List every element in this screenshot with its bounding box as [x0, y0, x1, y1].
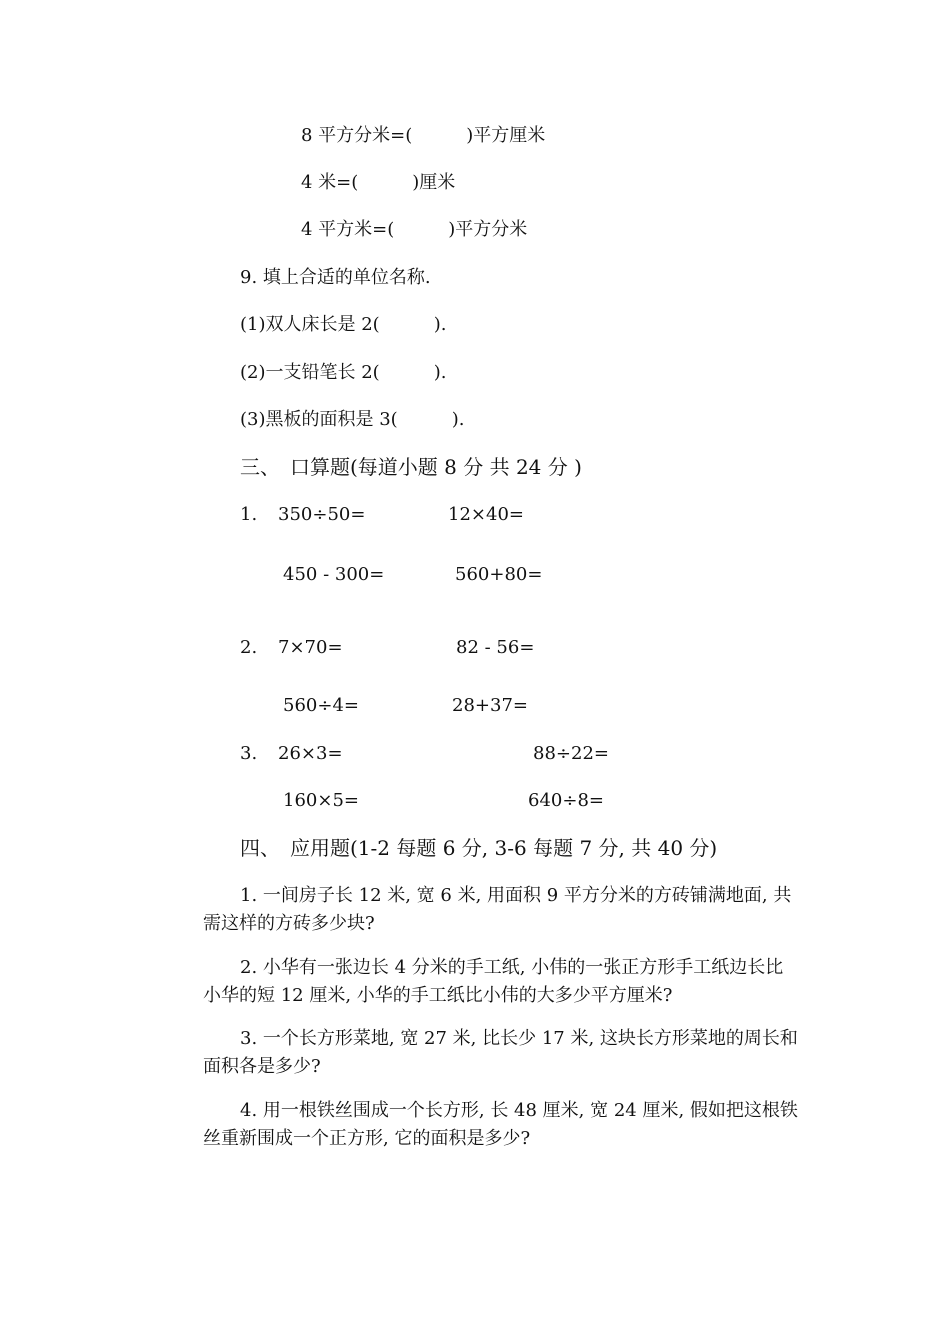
word-problem-4: 4. 用一根铁丝围成一个长方形, 长 48 厘米, 宽 24 厘米, 假如把这根铁丝重新围成一个正方形, 它的面积是多少? [203, 1100, 798, 1149]
mental-math-expression: 12×40= [448, 504, 524, 525]
question-9-title: 9. 填上合适的单位名称. [240, 267, 431, 288]
mental-math-expression: 560÷4= [283, 695, 359, 716]
mental-math-expression: 160×5= [283, 790, 359, 811]
section-4-heading: 四、 应用题(1-2 每题 6 分, 3-6 每题 7 分, 共 40 分) [240, 836, 718, 860]
conversion-line-3: 4 平方米=( )平方分米 [301, 219, 528, 240]
word-problem-1: 1. 一间房子长 12 米, 宽 6 米, 用面积 9 平方分米的方砖铺满地面, 共需这样的方砖多少块? [203, 885, 792, 934]
question-9-item-2: (2)一支铅笔长 2( ). [240, 362, 447, 383]
word-problem-3: 3. 一个长方形菜地, 宽 27 米, 比长少 17 米, 这块长方形菜地的周长和面积各是多少? [203, 1028, 798, 1077]
mental-math-expression: 450 - 300= [283, 564, 385, 585]
mental-math-expression: 640÷8= [528, 790, 604, 811]
conversion-line-2: 4 米=( )厘米 [301, 172, 456, 193]
section-3-heading: 三、 口算题(每道小题 8 分 共 24 分 ) [240, 455, 582, 479]
mental-math-group-number: 2. [240, 637, 258, 658]
mental-math-group-number: 1. [240, 504, 258, 525]
mental-math-expression: 82 - 56= [456, 637, 535, 658]
question-9-item-1: (1)双人床长是 2( ). [240, 314, 447, 335]
conversion-line-1: 8 平方分米=( )平方厘米 [301, 125, 546, 146]
mental-math-group-number: 3. [240, 743, 258, 764]
mental-math-expression: 88÷22= [533, 743, 609, 764]
word-problem-2: 2. 小华有一张边长 4 分米的手工纸, 小伟的一张正方形手工纸边长比小华的短 12 厘米, 小华的手工纸比小伟的大多少平方厘米? [203, 957, 784, 1006]
question-9-item-3: (3)黑板的面积是 3( ). [240, 409, 465, 430]
mental-math-expression: 28+37= [452, 695, 528, 716]
mental-math-expression: 26×3= [278, 743, 343, 764]
mental-math-expression: 7×70= [278, 637, 343, 658]
mental-math-expression: 350÷50= [278, 504, 366, 525]
mental-math-expression: 560+80= [455, 564, 543, 585]
